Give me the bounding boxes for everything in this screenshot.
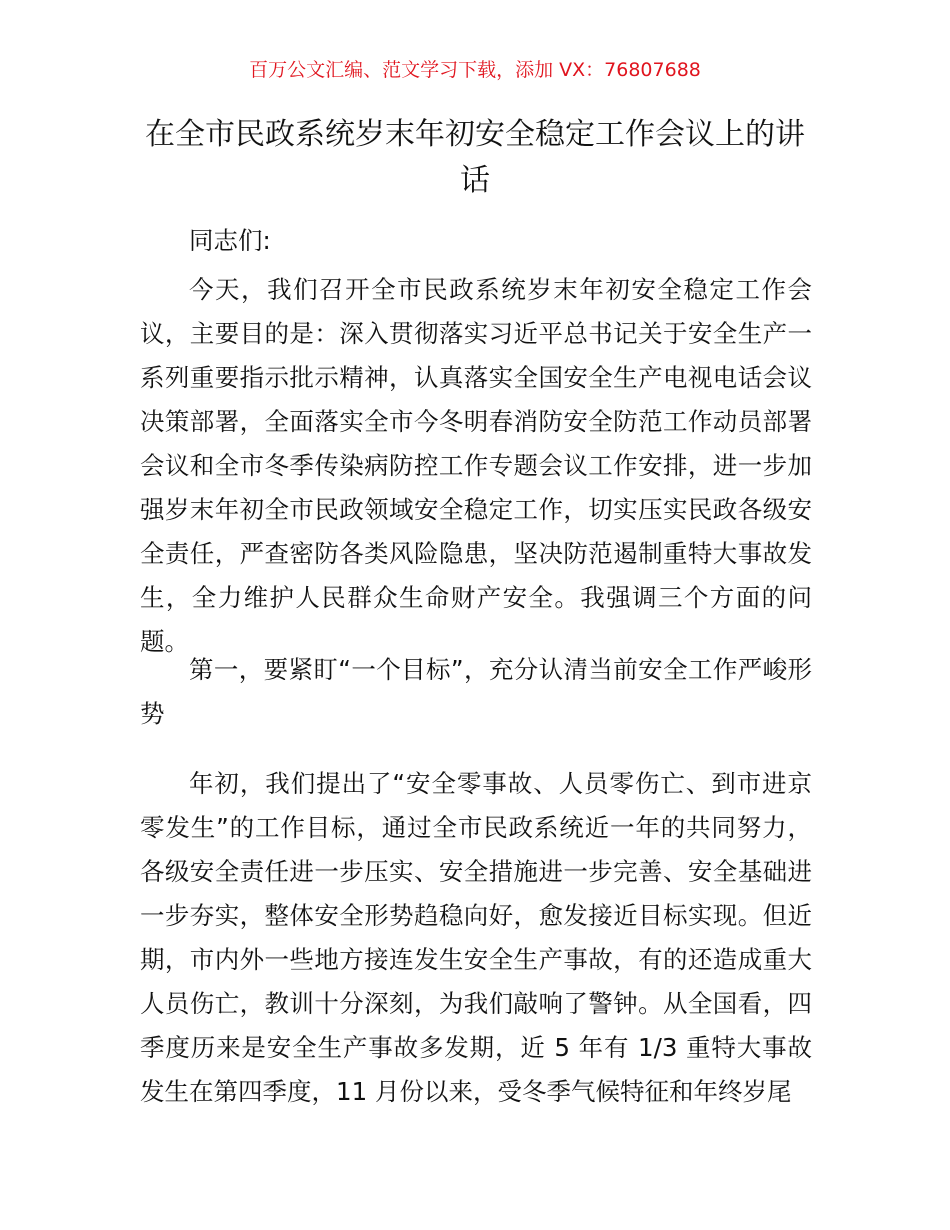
section-heading-1: 第一，要紧盯“一个目标”，充分认清当前安全工作严峻形势 [140,655,812,728]
intro-block [140,268,812,664]
watermark-header: 百万公文汇编、范文学习下载，添加 VX：76807688 [249,59,701,81]
intro-paragraph: 今天，我们召开全市民政系统岁末年初安全稳定工作会议，主要目的是：深入贯彻落实习近平总书记关于安全生产一系列重要指示批示精神，认真落实全国安全生产电视电话会议决策部署，全面落实全市今冬明春消防安全防范工作动员部署会议和全市冬季传染病防控工作专题会议工作安排，进一步加强岁末年初全市民政领域安全稳定工作，切实压实民政各级安全责任，严查密防各类风险隐患，坚决防范遏制重特大事故发生，全力维护人民群众生命财产安全。我强调三个方面的问题。 [140,275,812,656]
document-title: 在全市民政系统岁末年初安全稳定工作会议上的讲话 [145,117,805,198]
salutation: 同志们: [189,226,271,255]
salutation-block [140,219,812,263]
body-paragraph: 年初，我们提出了“安全零事故、人员零伤亡、到市进京零发生”的工作目标，通过全市民政系统近一年的共同努力，各级安全责任进一步压实、安全措施进一步完善、安全基础进一步夯实，整体安全形势趋稳向好，愈发接近目标实现。但近期，市内外一些地方接连发生安全生产事故，有的还造成重大人员伤亡，教训十分深刻，为我们敲响了警钟。从全国看，四季度历来是安全生产事故多发期，近 5 年有 1/3 重特大事故发生在第四季度，11 月份以来，受冬季气候特征和年终岁尾 [140,769,812,1106]
section-heading-block [140,648,812,736]
body-block [140,762,812,1114]
